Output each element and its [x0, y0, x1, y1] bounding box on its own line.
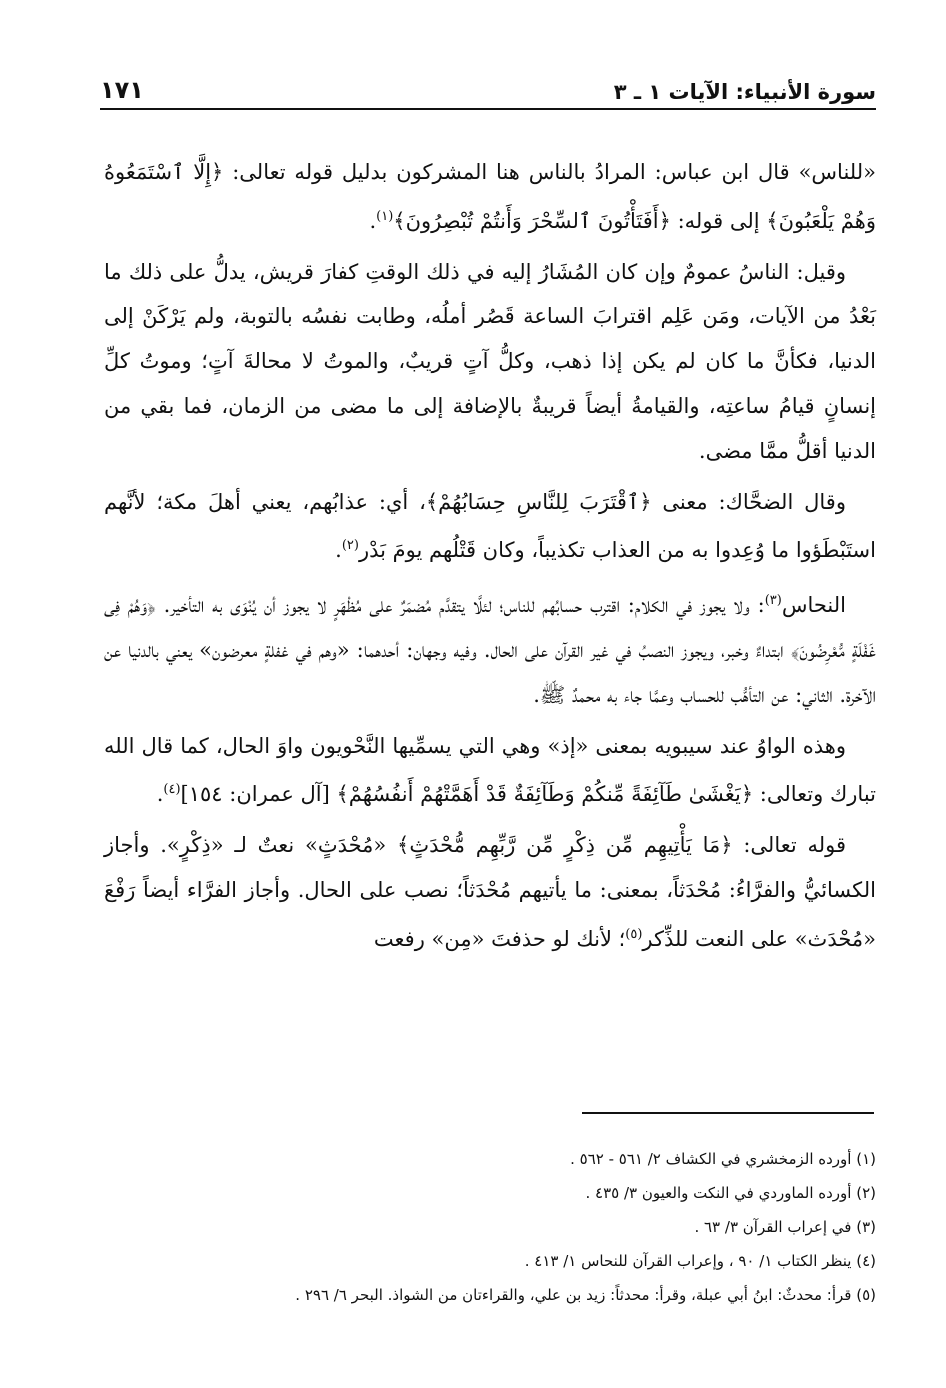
paragraph-5: وهذه الواوُ عند سيبويه بمعنى «إذ» وهي التي يسمِّيها النَّحْويون واوَ الحال، كما قال الله تبارك وتعالى: ﴿يَغْشَىٰ طَآئِفَةً مِّنكُمْ وَطَآئِفَةٌ قَدْ أَهَمَّتْهُمْ أَنفُسُهُمْ﴾ [آل عمران: ١٥٤]$^{(٤)}$. — [104, 733, 876, 807]
main-text — [104, 150, 876, 968]
paragraph-2 — [104, 250, 876, 474]
surah-title: سورة الأنبياء: الآيات ١ ـ ٣ — [613, 80, 876, 104]
footnote-ref-3: (٣) — [764, 593, 782, 609]
paragraph-1-text: «للناس» قال ابن عباس: المرادُ بالناس هنا المشركون بدليل قوله تعالى: ﴿إِلَّا ٱسْتَمَعُوهُ وَهُمْ يَلْعَبُونَ﴾ إلى قوله: ﴿أَفَتَأْتُونَ ٱلسِّحْرَ وَأَنتُمْ تُبْصِرُونَ﴾ — [104, 160, 876, 233]
paragraph-4-rest: : ولا يجوز في الكلام: اقترب حسابُهم للناس؛ لئلَّا يتقدَّم مُضمَرٌ على مُظْهَرٍ لا يجوز أن يُنْوَى به التأخير. ﴿وَهُمْ فِى غَفْلَةٍ مُّعْرِضُونَ﴾ ابتداءٌ وخبر، ويجوز النصبُ في غير القرآن على الحال. وفيه وجهان: أحدهما: «وهم في غفلةٍ معرضون» يعني بالدنيا عن الآخرة. الثاني: عن التأهُّب للحساب وعمَّا جاء به محمدٌ ﷺ. — [104, 593, 876, 707]
paragraph-4-text: النحاس — [781, 593, 846, 618]
footnote-ref-1: (١) — [376, 208, 394, 224]
footnote-3: (٣) في إعراب القرآن ٣/ ٦٣ . — [694, 1218, 876, 1236]
footnote-separator — [582, 1112, 874, 1114]
footnote-ref-4: (٤) — [163, 782, 181, 798]
footnote-1: (١) أورده الزمخشري في الكشاف ٢/ ٥٦١ - ٥٦٢ . — [570, 1150, 876, 1168]
paragraph-6 — [104, 823, 876, 961]
paragraph-1: «للناس» قال ابن عباس: المرادُ بالناس هنا المشركون بدليل قوله تعالى: ﴿إِلَّا ٱسْتَمَعُوهُ وَهُمْ يَلْعَبُونَ﴾ إلى قوله: ﴿أَفَتَأْتُونَ ٱلسِّحْرَ وَأَنتُمْ تُبْصِرُونَ﴾$^{(١)}$. — [104, 160, 876, 233]
paragraph-6-text: قوله تعالى: ﴿مَا يَأْتِيهِم مِّن ذِكْرٍ مِّن رَّبِّهِم مُّحْدَثٍ﴾ «مُحْدَثٍ» نعتٌ لـ «ذِكْرٍ». وأجاز الكسائيُّ والفرَّاءُ: مُحْدَثاً، بمعنى: ما يأتيهم مُحْدَثاً؛ نصب على الحال. وأجاز الفرَّاء أيضاً رَفْعَ «مُحْدَث» على النعت للذِّكر — [104, 833, 876, 951]
paragraph-6-rest: ؛ لأنك لو حذفتَ «مِن» رفعت — [373, 926, 626, 951]
paragraph-3: وقال الضحَّاك: معنى ﴿ٱقْتَرَبَ لِلنَّاسِ حِسَابُهُمْ﴾، أي: عذابُهم، يعني أهلَ مكة؛ لأنَّهم استَبْطَؤوا ما وُعِدوا به من العذاب تكذيباً، وكان قَتْلُهم يومَ بَدْر$^{(٢)}$. — [104, 489, 876, 563]
running-header — [100, 60, 876, 110]
footnote-5: (٥) قرأ: محدثٌ: ابنُ أبي عبلة، وقرأ: محدثاً: زيد بن علي، والقراءتان من الشواذ. البحر ٦/ ٢٩٦ . — [295, 1286, 876, 1304]
page-number: ١٧١ — [100, 76, 144, 104]
paragraph-2-text: وقيل: الناسُ عمومٌ وإن كان المُشَارُ إليه في ذلك الوقتِ كفارَ قريش، يدلُّ على ذلك ما بَعْدُ من الآيات، ومَن عَلِم اقترابَ الساعة قَصُر أملُه، وطابت نفسُه بالتوبة، ولم يَرْكَنْ إلى الدنيا، فكأنَّ ما كان لم يكن إذا ذهب، وكلُّ آتٍ قريبٌ، والموتُ لا محالةَ آتٍ؛ وموتُ كلِّ إنسانٍ قيامُ ساعتِه، والقيامةُ أيضاً قريبةٌ بالإضافة إلى ما مضى من الزمان، فما بقي من الدنيا أقلُّ ممَّا مضى. — [104, 259, 876, 463]
footnotes — [110, 1142, 876, 1312]
paragraph-4 — [104, 579, 876, 717]
paragraph-3-text: وقال الضحَّاك: معنى ﴿ٱقْتَرَبَ لِلنَّاسِ حِسَابُهُمْ﴾، أي: عذابُهم، يعني أهلَ مكة؛ لأنَّهم استَبْطَؤوا ما وُعِدوا به من العذاب تكذيباً، وكان قَتْلُهم يومَ بَدْر — [104, 489, 876, 563]
paragraph-5-text: وهذه الواوُ عند سيبويه بمعنى «إذ» وهي التي يسمِّيها النَّحْويون واوَ الحال، كما قال الله تبارك وتعالى: ﴿يَغْشَىٰ طَآئِفَةً مِّنكُمْ وَطَآئِفَةٌ قَدْ أَهَمَّتْهُمْ أَنفُسُهُمْ﴾ [آل عمران: ١٥٤] — [104, 733, 876, 807]
footnote-ref-5: (٥) — [625, 926, 643, 942]
footnote-4: (٤) ينظر الكتاب ١/ ٩٠ ، وإعراب القرآن للنحاس ١/ ٤١٣ . — [524, 1252, 876, 1270]
footnote-2: (٢) أورده الماوردي في النكت والعيون ٣/ ٤٣٥ . — [585, 1184, 876, 1202]
footnote-ref-2: (٢) — [341, 538, 359, 554]
